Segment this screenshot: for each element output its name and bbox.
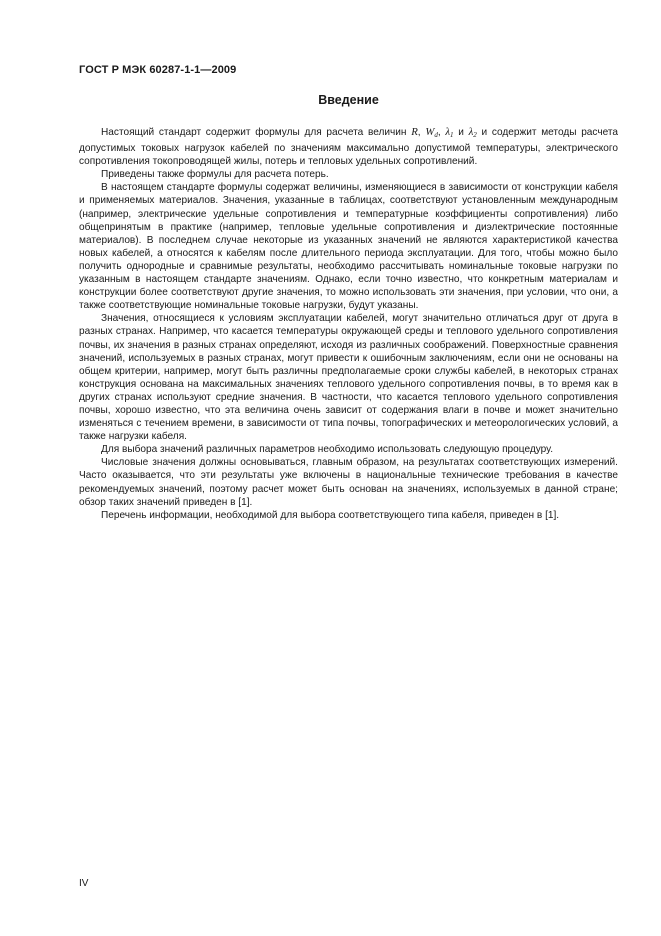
body-text <box>79 126 618 522</box>
paragraph: Числовые значения должны основываться, главным образом, на результатах соответствующих измерений. Часто оказывается, что эти результаты уже включены в национальные технические требования в качестве рекомендуемых значений, поэтому расчет может быть основан на значениях, используемых в данной стране; обзор таких значений приведен в [1]. <box>79 457 618 508</box>
paragraph: Значения, относящиеся к условиям эксплуатации кабелей, могут значительно отличаться друг от друга в разных странах. Например, что касается температуры окружающей среды и теплового удельного сопротивления почвы, их значения в разных странах определяют, исходя из различных соображений. Поверхностные сравнения значений, используемых в разных странах, могут привести к ошибочным заключениям, если они не основаны на общем критерии, например, могут быть различны предполагаемые сроки службы кабелей, в некоторых странах конструкция основана на максимальных значениях теплового удельного сопротивления почвы, в то время как в других странах используют средние значения. В частности, что касается теплового удельного сопротивления почвы, хорошо известно, что эта величина очень зависит от содержания влаги в почве и может значительно изменяться с течением времени, в зависимости от типа почвы, топографических и метеорологических условий, а также нагрузки кабеля. <box>79 313 618 443</box>
paragraph: Приведены также формулы для расчета потерь. <box>101 169 329 181</box>
symbol-lambda2-subscript: 2 <box>473 131 477 139</box>
symbol-wd <box>425 126 438 138</box>
paragraph: Для выбора значений различных параметров необходимо использовать следующую процедуру. <box>101 444 553 456</box>
symbol-w: W <box>425 126 435 138</box>
document-header: ГОСТ Р МЭК 60287-1-1—2009 <box>79 64 237 76</box>
symbol-r: R <box>411 126 418 138</box>
symbol-lambda2 <box>469 126 477 138</box>
symbol-lambda: λ <box>445 126 451 138</box>
page-number: IV <box>79 878 89 889</box>
symbol-lambda1-subscript: 1 <box>450 131 454 139</box>
separator: , <box>417 127 426 138</box>
paragraph: Перечень информации, необходимой для выбора соответствующего типа кабеля, приведен в [1]. <box>101 509 560 521</box>
intro-text-end: и содержит методы расчета допустимых токовых нагрузок кабелей по значениям максимально допустимой температуры, электрического сопротивления токопроводящей жилы, потерь и тепловых удельных сопротивлений. <box>79 127 619 168</box>
paragraph: В настоящем стандарте формулы содержат величины, изменяющиеся в зависимости от конструкции кабеля и применяемых материалов. Значения, указанные в таблицах, соответствуют установленным международным (например, электрические удельные сопротивления и температурные коэффициенты сопротивления) либо общепринятым в практике (например, тепловые удельные сопротивления и диэлектрические постоянные материалов). В последнем случае некоторые из указанных значений не являются характеристикой качества новых кабелей, а относятся к кабелям после длительного периода эксплуатации. Для того, чтобы можно было получить однородные и сравнимые результаты, необходимо рассчитывать номинальные токовые нагрузки по указанным в настоящем стандарте значениям. Однако, если точно известно, что конкретным материалам и конструкции более соответствуют другие значения, то можно использовать эти значения, при условии, что они, а также соответствующие номинальные токовые нагрузки, будут указаны. <box>79 182 618 312</box>
symbol-w-subscript: d <box>434 131 438 139</box>
conjunction: и <box>453 127 469 138</box>
intro-text-start: Настоящий стандарт содержит формулы для расчета величин <box>101 127 412 138</box>
section-title: Введение <box>318 93 379 107</box>
symbol-lambda1 <box>445 126 453 138</box>
symbol-lambda: λ <box>468 126 474 138</box>
paragraph-intro <box>79 126 618 168</box>
separator: , <box>437 127 446 138</box>
